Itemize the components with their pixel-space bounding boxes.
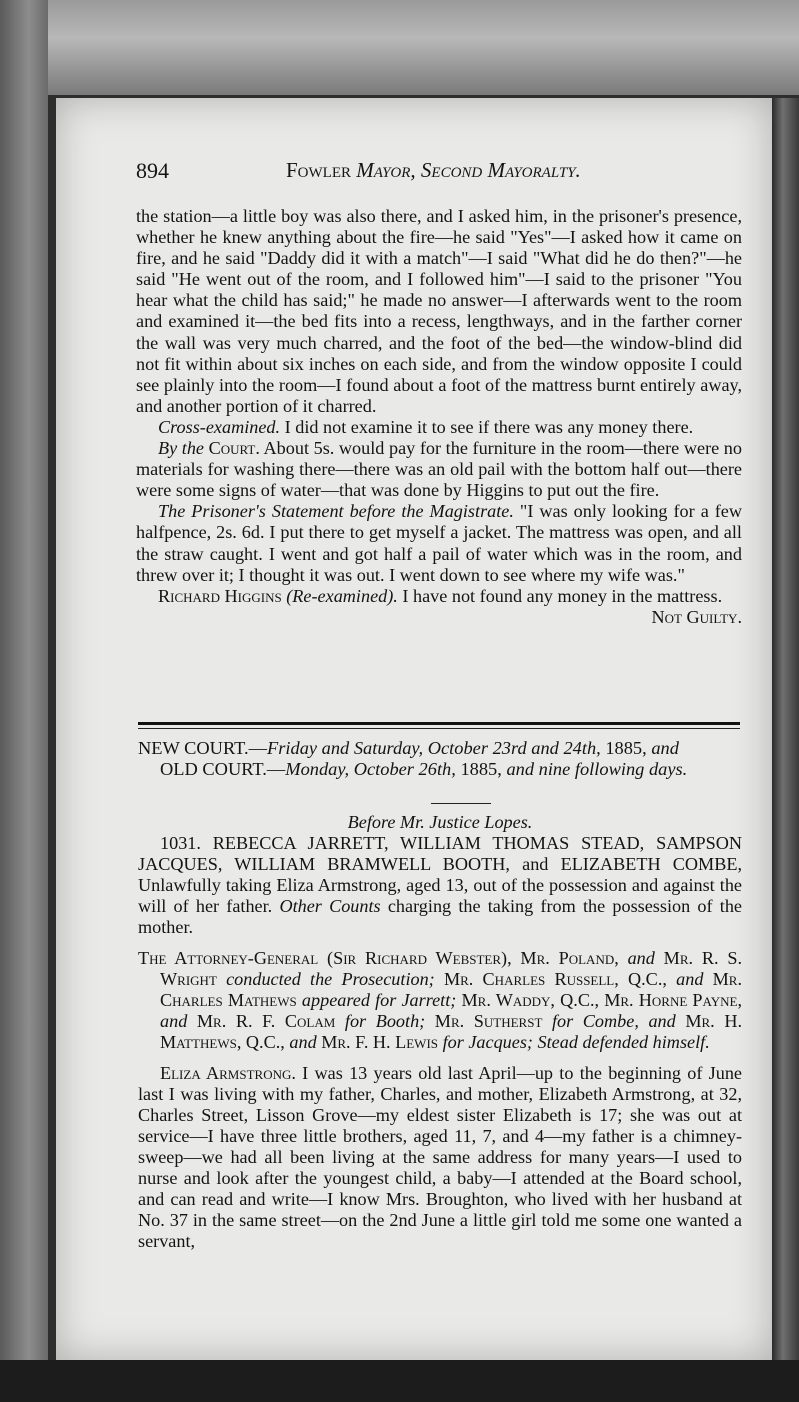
witness-name: Eliza Armstrong. [160,1063,296,1083]
court-question [136,438,742,501]
counsel-part: The Attorney-General (Sir Richard Webster), Mr. Poland, [138,948,628,968]
counsel-part: Mr. F. H. Lewis [316,1032,443,1052]
cross-label: Cross-examined. [158,416,281,437]
scan-background-left [0,0,48,1402]
counsel-part: for Jacques; Stead defended himself. [442,1032,710,1052]
book-edge-right [772,98,799,1360]
section-rule-thick [138,722,740,725]
section-rule-thin [138,728,740,729]
scan-background-top [0,0,799,95]
running-head-title: Mayor, Second Mayoralty. [356,158,581,182]
witness-testimony [138,1063,742,1252]
case-heading-end: charging the taking from the possession of the mother. [138,896,742,937]
counsel-part: appeared for Jarrett; [301,990,457,1010]
court-line-1 [138,738,748,759]
new-court-dates: Friday and Saturday, October 23rd and 24th, [267,738,601,758]
counsel-part: Mr. Charles Mathews [160,969,743,1010]
statement-text: "I was only looking for a few halfpence, 2s. 6d. I put there to get myself a jacket. The mattress was open, and all the straw caught. I went and got half a pail of water which was in the room, and threw over it; I thought it was out. I went down to see where my wife was." [136,501,743,585]
case-heading [138,833,742,938]
testimony-body [136,206,742,628]
old-court-year: 1885, [455,759,507,779]
running-head-name: Fowler [286,158,351,182]
old-court-label: OLD COURT.— [160,759,286,779]
cross-text: I did not examine it to see if there was any money there. [280,416,694,437]
counsel-part: for Combe, and [551,1011,676,1031]
page-header [136,158,736,188]
page-number: 894 [136,158,169,183]
counsel-part: Mr. H. Matthews, Q.C., [160,1011,742,1052]
statement-label: The Prisoner's Statement before the Magistrate. [158,501,514,522]
counsel-part: conducted the Prosecution; [226,969,435,989]
counsel-part: Mr. R. F. Colam [187,1011,345,1031]
counsel-part: Mr. Waddy, Q.C., Mr. Horne Payne, [456,990,742,1010]
reexam-name: Richard Higgins [158,585,282,606]
case-heading-counts: Other Counts [279,896,381,916]
reexam-text: I have not found any money in the mattress. [397,585,723,606]
counsel-part: for Booth; [344,1011,426,1031]
case-heading-text: 1031. REBECCA JARRETT, WILLIAM THOMAS STEAD, SAMPSON JACQUES, WILLIAM BRAMWELL BOOTH, and ELIZABETH COMBE, Unlawfully taking Eliza Armstrong, aged 13, out of the possession and against the will of her father. [138,833,742,916]
new-court-and: and [651,738,679,758]
counsel-part: and [160,1011,188,1031]
short-divider [431,803,491,804]
court-text: About 5s. would pay for the furniture in the room—there were no materials for washing there—there was an old pail with the bottom half out—there were some signs of water—that was done by Higgins to put out the fire. [136,438,742,501]
reexam-label: (Re-examined). [286,585,398,606]
counsel-part: Mr. R. S. Wright [160,948,742,989]
scan-background-bottom [0,1360,799,1402]
book-page [56,98,772,1360]
prisoner-statement [136,501,742,585]
court-label-b: Court. [208,438,260,459]
case-section [138,812,742,1252]
running-head [286,158,581,183]
counsel-list [138,948,742,1053]
court-sessions [138,738,748,780]
new-court-year: 1885, [600,738,652,758]
cross-examination [136,417,742,438]
old-court-dates: Monday, October 26th, [285,759,456,779]
counsel-part: Mr. Sutherst [425,1011,552,1031]
old-court-following: and nine following days. [506,759,688,779]
judge-line: Before Mr. Justice Lopes. [347,812,533,832]
verdict: Not Guilty. [651,606,742,627]
new-court-label: NEW COURT.— [138,738,267,758]
testimony-paragraph: the station—a little boy was also there, and I asked him, in the prisoner's presence, whether he knew anything about the fire—he said "Yes"—I asked how it came on fire, and he said "Daddy did it with a match"—I said "What did he do then?"—he said "He went out of the room, and I followed him"—I said to the prisoner "You hear what the child has said;" he made no answer—I afterwards went to the room and examined it—the bed fits into a recess, lengthways, and in the farther corner the wall was very much charred, and the foot of the bed—the window-blind did not fit within about six inches on each side, and from the window opposite I could see plainly into the room—I found about a foot of the mattress burnt entirely away, and another portion of it charred. [136,206,742,416]
court-label-a: By the [158,438,205,459]
counsel-part: and [676,969,704,989]
court-line-2 [138,759,748,780]
re-examination [136,586,742,607]
witness-text: I was 13 years old last April—up to the beginning of June last I was living with my father, Charles, and mother, Elizabeth Armstrong, at 32, Charles Street, Lisson Grove—my eldest sister Elizabeth is 17; she was out at service—I have three little brothers, aged 11, 7, and 4—my father is a chimney-sweep—we had all been living at the same address for many years—I used to nurse and look after the youngest child, a baby—I attended at the Board school, and can read and write—I know Mrs. Broughton, who lived with her husband at No. 37 in the same street—on the 2nd June a little girl told me some one wanted a servant, [138,1063,742,1251]
counsel-part: and [627,948,655,968]
counsel-part: and [289,1032,317,1052]
counsel-part: Mr. Charles Russell, Q.C., [434,969,677,989]
